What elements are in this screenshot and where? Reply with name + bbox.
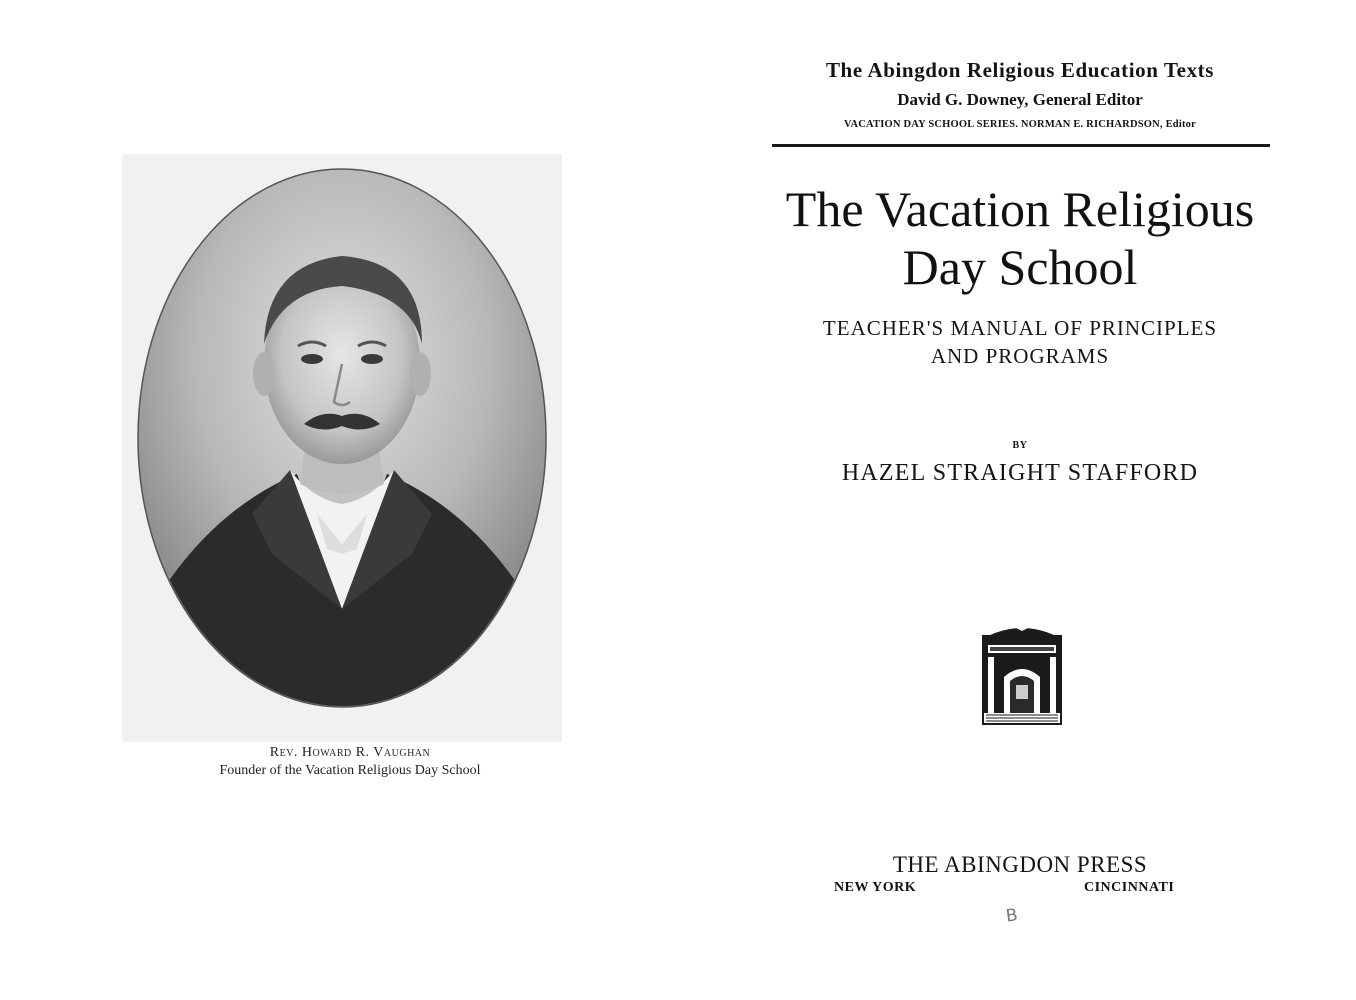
series-editor: David G. Downey, General Editor [897,90,1143,109]
pencil-mark: B [1004,905,1020,927]
frontispiece-caption [120,744,560,780]
book-subtitle-line-2: AND PROGRAMS [930,344,1110,368]
publisher-name: THE ABINGDON PRESS [892,852,1148,877]
portrait-photograph [122,154,562,742]
publisher-city-new-york: NEW YORK [834,880,917,895]
book-title-line-2: Day School [902,239,1138,295]
author-name: HAZEL STRAIGHT STAFFORD [841,460,1199,486]
book-subtitle [760,314,1280,370]
header-rule [772,144,1270,147]
abingdon-press-emblem-icon [980,617,1064,727]
book-subtitle-line-1: TEACHER'S MANUAL OF PRINCIPLES [822,316,1218,340]
series-title: The Abingdon Religious Education Texts [825,58,1215,82]
book-title [760,180,1280,296]
caption-role: Founder of the Vacation Religious Day School [219,763,481,778]
publisher-city-cincinnati: CINCINNATI [1084,880,1175,895]
frontispiece-portrait [122,154,562,742]
series-subseries: VACATION DAY SCHOOL SERIES. NORMAN E. RICHARDSON, Editor [844,119,1196,130]
caption-name: Rev. Howard R. Vaughan [269,745,431,760]
book-title-line-1: The Vacation Religious [785,181,1255,237]
by-label: BY [1012,440,1028,451]
